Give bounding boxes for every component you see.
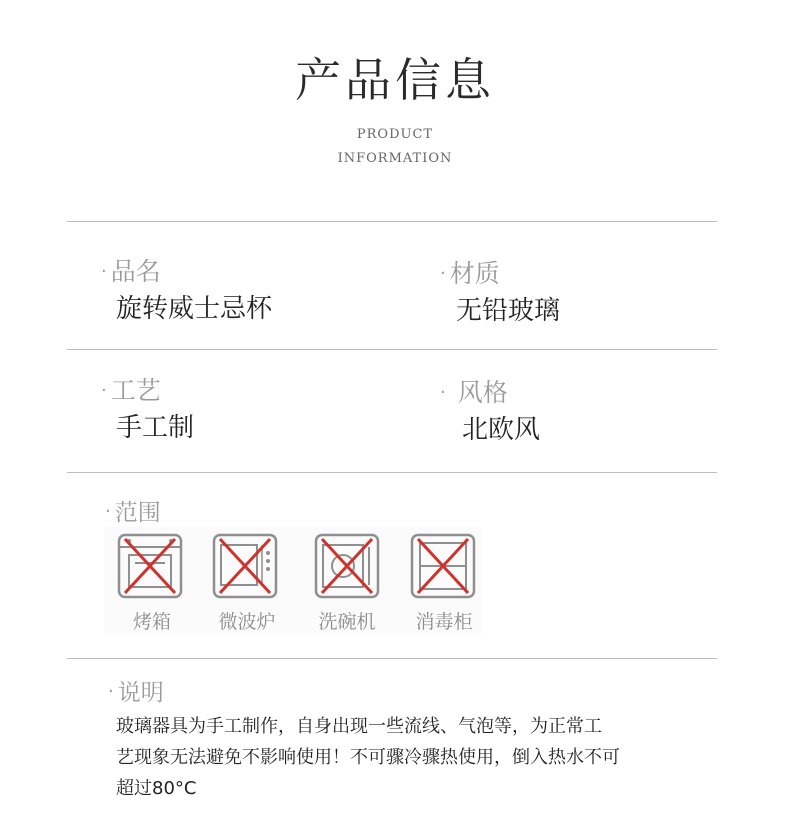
bullet-icon: · bbox=[105, 501, 111, 522]
notes-text bbox=[116, 711, 716, 804]
bullet-icon: · bbox=[440, 382, 446, 403]
spec-value-craft: 手工制 bbox=[116, 413, 195, 443]
notes-line: 艺现象无法避免不影响使用！不可骤冷骤热使用，倒入热水不可 bbox=[116, 747, 620, 768]
usage-item-label: 微波炉 bbox=[218, 611, 276, 633]
usage-item-label: 洗碗机 bbox=[318, 611, 376, 633]
spec-label-style: · 风格 bbox=[440, 378, 508, 407]
bullet-icon: · bbox=[101, 261, 107, 282]
bullet-icon: · bbox=[440, 263, 446, 284]
usage-item-label: 烤箱 bbox=[132, 611, 171, 633]
divider bbox=[67, 349, 717, 350]
notes-line: 超过80°C bbox=[116, 778, 197, 799]
usage-label: · 范围 bbox=[105, 500, 161, 526]
divider bbox=[67, 472, 717, 473]
subtitle-line-2: INFORMATION bbox=[337, 151, 453, 166]
notes-label: · 说明 bbox=[108, 680, 164, 706]
divider bbox=[67, 221, 717, 222]
spec-value-style: 北欧风 bbox=[462, 415, 541, 445]
spec-value-name: 旋转威士忌杯 bbox=[116, 294, 273, 324]
spec-value-material: 无铅玻璃 bbox=[456, 296, 561, 326]
page-title: 产品信息 bbox=[295, 53, 495, 107]
spec-label-material: · 材质 bbox=[440, 259, 500, 288]
dishwasher-icon bbox=[314, 533, 380, 599]
microwave-icon bbox=[212, 533, 278, 599]
bullet-icon: · bbox=[101, 380, 107, 401]
subtitle-line-1: PRODUCT bbox=[356, 127, 434, 142]
divider bbox=[67, 658, 717, 659]
notes-line: 玻璃器具为手工制作，自身出现一些流线、气泡等，为正常工 bbox=[116, 716, 602, 737]
usage-list bbox=[104, 527, 482, 635]
page-subtitle bbox=[0, 123, 790, 171]
sterilizer-cabinet-icon bbox=[410, 533, 476, 599]
spec-label-craft: · 工艺 bbox=[101, 376, 161, 405]
spec-label-name: · 品名 bbox=[101, 257, 161, 286]
usage-item-label: 消毒柜 bbox=[415, 611, 473, 633]
oven-icon bbox=[117, 533, 183, 599]
bullet-icon: · bbox=[108, 681, 114, 702]
